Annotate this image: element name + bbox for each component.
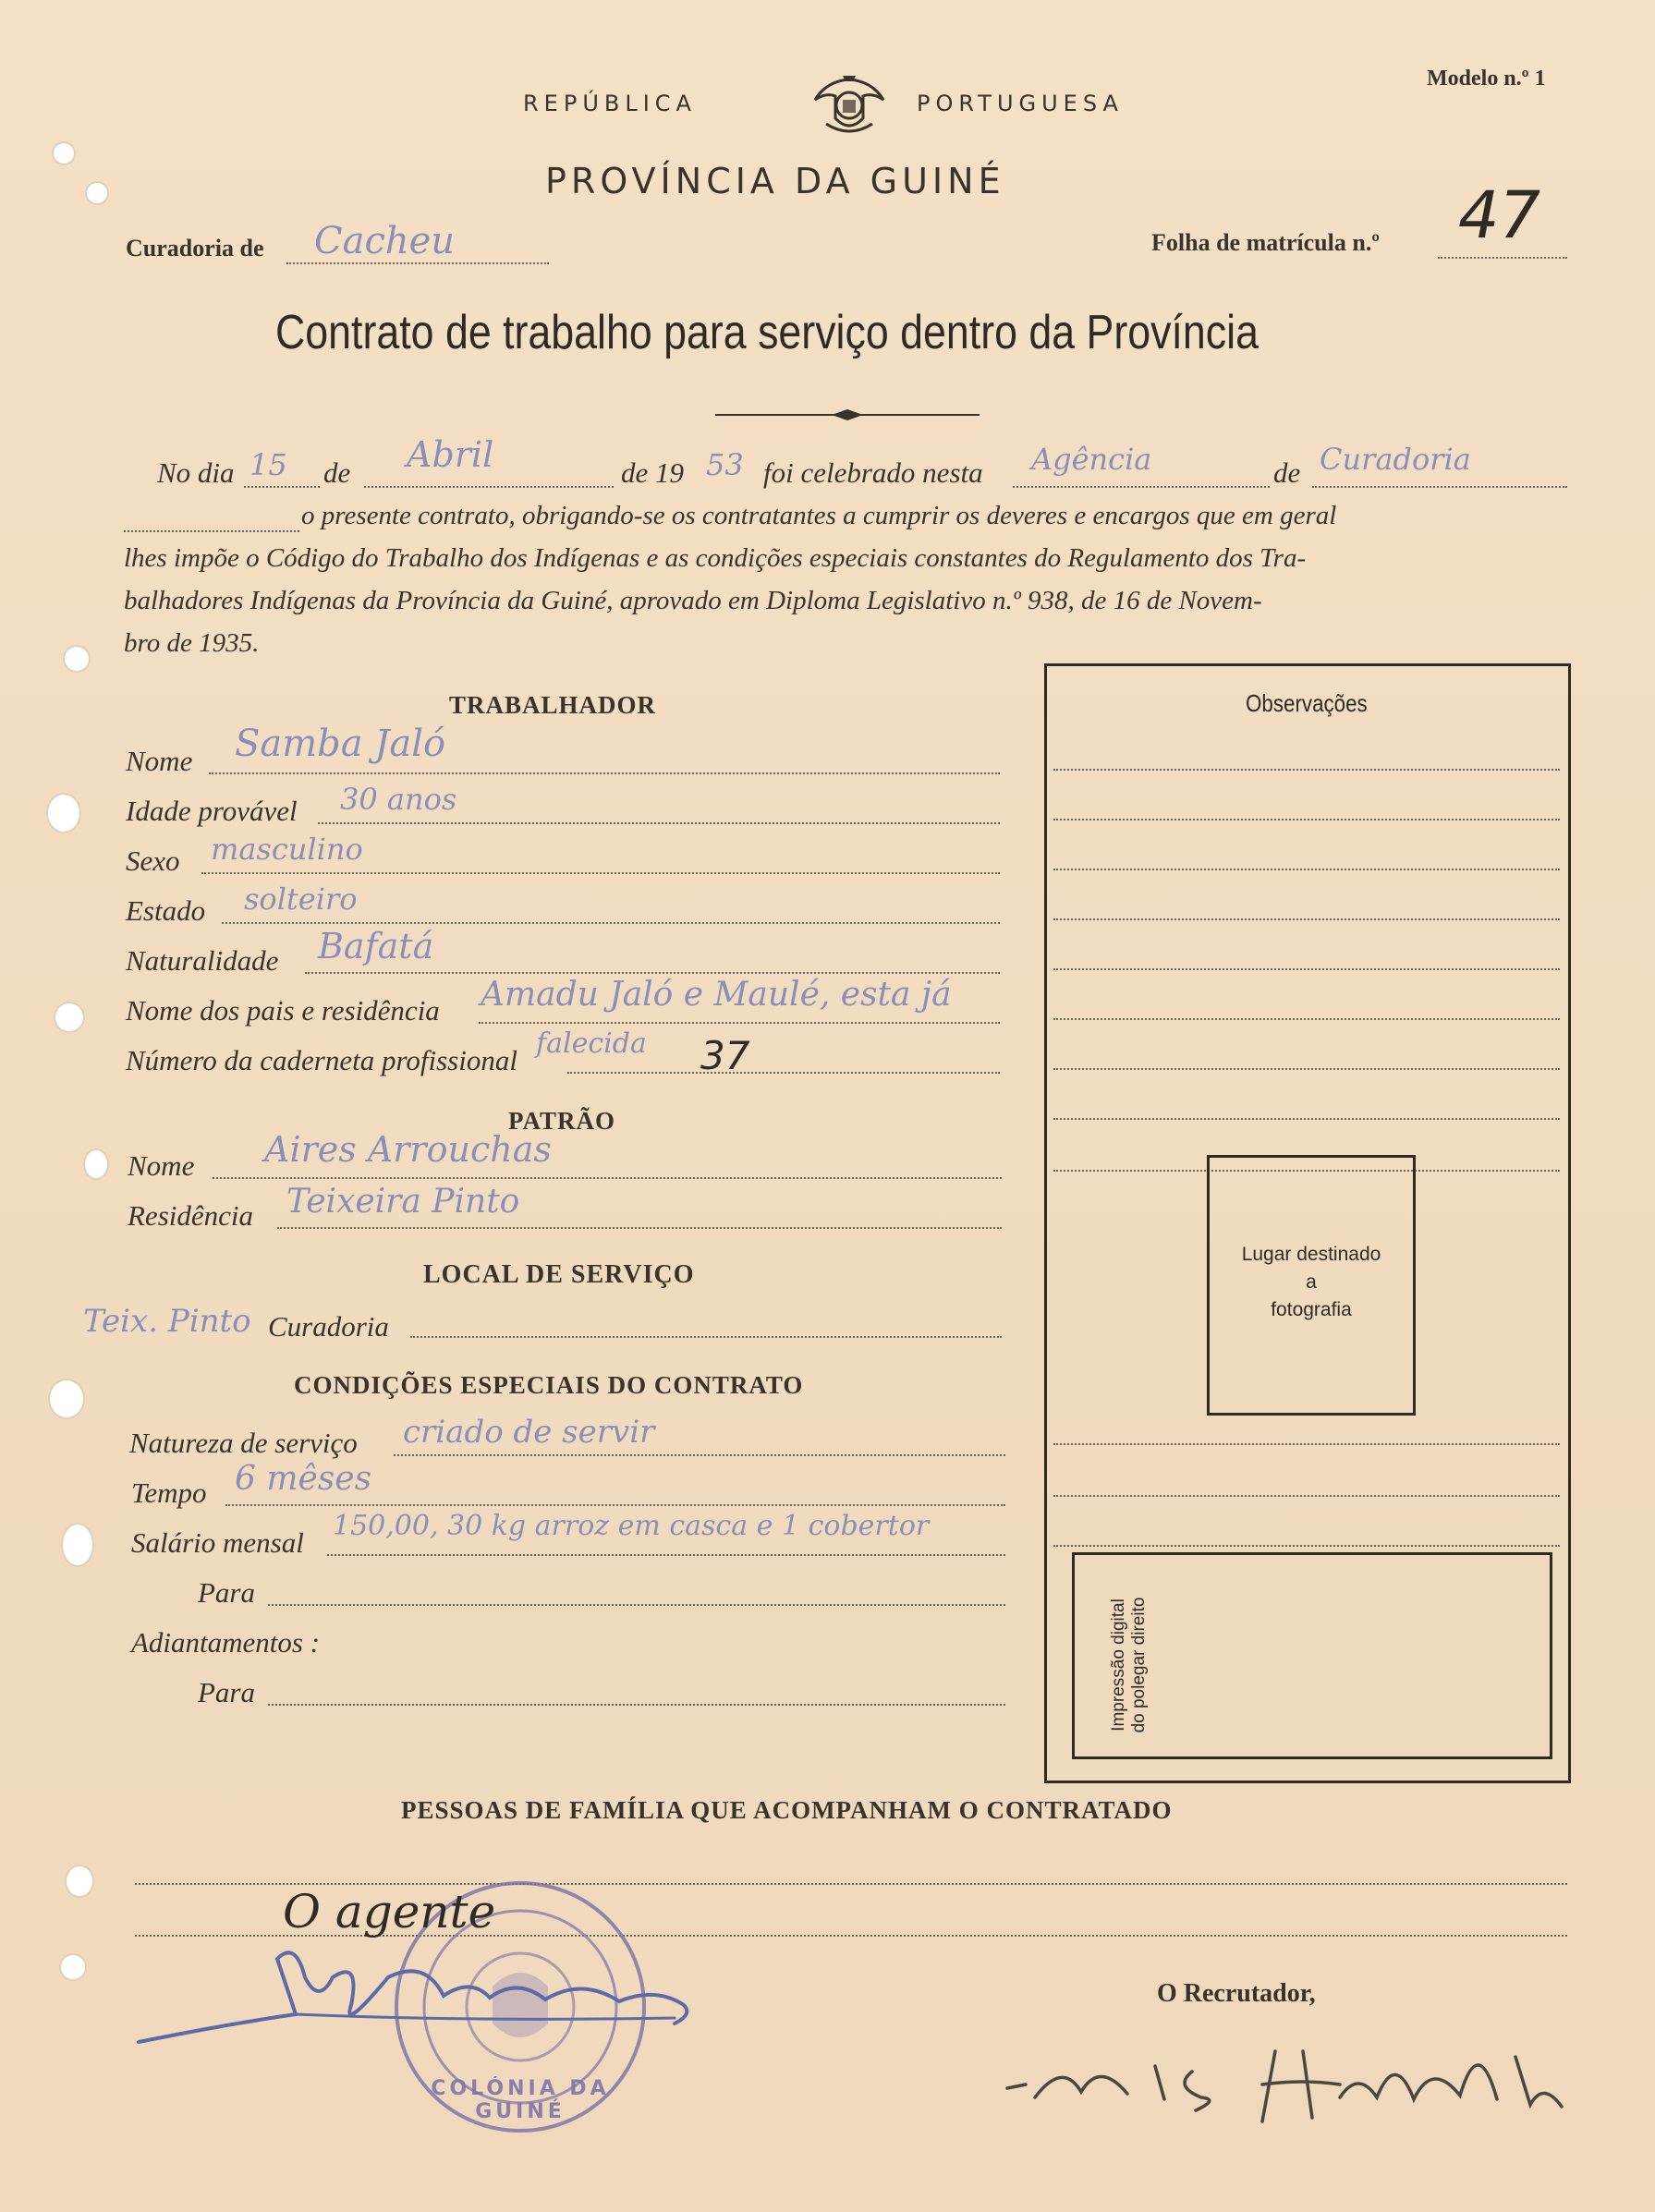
pais-value-continued: falecida (536, 1027, 647, 1060)
curadoria-line (286, 262, 549, 264)
folha-line (1438, 257, 1567, 259)
republica-right: PORTUGUESA (917, 91, 1124, 116)
provincia-title: PROVÍNCIA DA GUINÉ (545, 161, 1005, 201)
agente-signature (120, 1922, 785, 2060)
obs-line (1053, 1118, 1560, 1120)
curadoria-value: Cacheu (314, 220, 456, 262)
adiantamentos-label: Adiantamentos : (131, 1626, 321, 1659)
tempo-value: 6 mêses (235, 1460, 372, 1498)
pais-line (479, 1022, 1000, 1024)
estado-line (222, 922, 1000, 924)
intro-foi: foi celebrado nesta (763, 456, 983, 489)
para1-line (268, 1604, 1005, 1606)
natureza-value: criado de servir (403, 1414, 655, 1451)
intro-no-dia: No dia (157, 456, 235, 489)
curadoria-label: Curadoria de (126, 235, 264, 261)
patrao-nome-line (213, 1177, 1002, 1179)
thumbprint-label (1109, 1573, 1150, 1757)
nome-value: Samba Jaló (235, 723, 446, 765)
punch-hole (54, 143, 74, 164)
caderneta-line (567, 1072, 1000, 1074)
intro-de19: de 19 (621, 456, 685, 489)
punch-hole (48, 795, 79, 832)
condicoes-heading: CONDIÇÕES ESPECIAIS DO CONTRATO (294, 1371, 804, 1399)
thumbprint-label-1: Impressão digital (1109, 1598, 1128, 1732)
intro-line4: balhadores Indígenas da Província da Guiné, aprovado em Diploma Legislativo n.º 938, de 16 de Novem- (124, 586, 1262, 615)
intro-place: Curadoria (1320, 442, 1471, 477)
residencia-label: Residência (128, 1199, 254, 1232)
republica-left: REPÚBLICA (523, 91, 697, 116)
obs-line (1053, 1545, 1560, 1547)
punch-hole (63, 1525, 92, 1565)
punch-hole (67, 1866, 92, 1896)
nome-label: Nome (126, 745, 193, 777)
intro-line2: o presente contrato, obrigando-se os contratantes a cumprir os deveres e encargos que em geral (301, 501, 1337, 530)
obs-line (1053, 1018, 1560, 1020)
recrutador-signature (998, 1996, 1589, 2134)
month-line (364, 486, 614, 488)
intro-year: 53 (706, 447, 744, 482)
punch-hole (65, 647, 89, 671)
contract-title: Contrato de trabalho para serviço dentro da Província (275, 306, 1259, 359)
intro-line2-lead (124, 530, 299, 532)
obs-line (1053, 1443, 1560, 1445)
local-prefix-value: Teix. Pinto (83, 1303, 251, 1340)
punch-hole (55, 1003, 83, 1031)
intro-place-type: Agência (1031, 442, 1152, 477)
idade-line (318, 822, 1000, 824)
tempo-line (225, 1504, 1005, 1506)
obs-line (1053, 918, 1560, 920)
caderneta-label: Número da caderneta profissional (126, 1044, 517, 1076)
stamp-text: COLÓNIA DA GUINÉ (431, 2077, 610, 2123)
local-curadoria-line (410, 1336, 1002, 1338)
para2-label: Para (198, 1676, 255, 1708)
pais-value: Amadu Jaló e Maulé, esta já (481, 976, 952, 1014)
naturalidade-line (305, 972, 1000, 974)
nome-line (209, 772, 1000, 774)
intro-line5: bro de 1935. (124, 628, 260, 658)
day-line (244, 486, 320, 488)
intro-de1: de (323, 456, 351, 489)
naturalidade-label: Naturalidade (126, 944, 279, 977)
patrao-nome-label: Nome (128, 1149, 195, 1182)
familia-heading: PESSOAS DE FAMÍLIA QUE ACOMPANHAM O CONTRATADO (401, 1796, 1173, 1824)
sexo-value: masculino (211, 832, 363, 867)
patrao-nome-value: Aires Arrouchas (264, 1129, 552, 1170)
local-curadoria-label: Curadoria (268, 1310, 389, 1343)
punch-hole (87, 183, 107, 203)
intro-de2: de (1273, 456, 1301, 489)
intro-line3: lhes impõe o Código do Trabalho dos Indígenas e as condições especiais constantes do Regulamento dos Tra- (124, 543, 1307, 573)
punch-hole (61, 1955, 85, 1979)
estado-value: solteiro (244, 881, 358, 917)
punch-hole (50, 1380, 83, 1417)
obs-line (1053, 1068, 1560, 1070)
para2-line (268, 1704, 1005, 1706)
photo-label-2: a (1306, 1271, 1317, 1293)
para1-label: Para (198, 1576, 255, 1609)
residencia-value: Teixeira Pinto (286, 1183, 520, 1221)
obs-line (1053, 869, 1560, 870)
photo-label-1: Lugar destinado (1241, 1244, 1381, 1265)
obs-line (1053, 968, 1560, 970)
local-heading: LOCAL DE SERVIÇO (423, 1260, 695, 1289)
thumbprint-label-2: do polegar direito (1129, 1597, 1149, 1733)
trabalhador-heading: TRABALHADOR (449, 691, 657, 719)
natureza-label: Natureza de serviço (129, 1427, 358, 1459)
obs-line (1053, 819, 1560, 820)
salario-label: Salário mensal (131, 1526, 304, 1559)
estado-label: Estado (126, 894, 206, 927)
salario-value: 150,00, 30 kg arroz em casca e 1 cobertor (333, 1510, 930, 1542)
tempo-label: Tempo (131, 1477, 207, 1509)
title-ornament (715, 407, 980, 418)
observacoes-title: Observações (1246, 689, 1368, 717)
place-line (1312, 486, 1567, 488)
place-type-line (1013, 486, 1270, 488)
obs-line (1053, 1495, 1560, 1497)
sexo-label: Sexo (126, 845, 180, 877)
idade-value: 30 anos (340, 782, 457, 817)
sexo-line (201, 872, 1000, 874)
recrutador-label: O Recrutador, (1157, 1979, 1316, 2008)
agente-label: O agente (283, 1885, 496, 1939)
intro-day: 15 (249, 447, 287, 482)
patrao-heading: PATRÃO (508, 1107, 615, 1135)
folha-label: Folha de matrícula n.º (1151, 229, 1380, 256)
intro-month: Abril (407, 434, 494, 475)
salario-line (327, 1554, 1005, 1556)
modelo-label: Modelo n.º 1 (1427, 67, 1546, 91)
obs-line (1053, 769, 1560, 771)
coat-of-arms-icon (808, 72, 891, 140)
naturalidade-value: Bafatá (318, 926, 434, 966)
residencia-line (277, 1227, 1002, 1229)
pais-label: Nome dos pais e residência (126, 994, 440, 1027)
natureza-line (394, 1454, 1005, 1456)
photo-label-3: fotografia (1271, 1299, 1352, 1320)
idade-label: Idade provável (126, 795, 298, 827)
folha-value: 47 (1458, 177, 1541, 253)
caderneta-value: 37 (700, 1033, 750, 1078)
punch-hole (85, 1150, 107, 1178)
